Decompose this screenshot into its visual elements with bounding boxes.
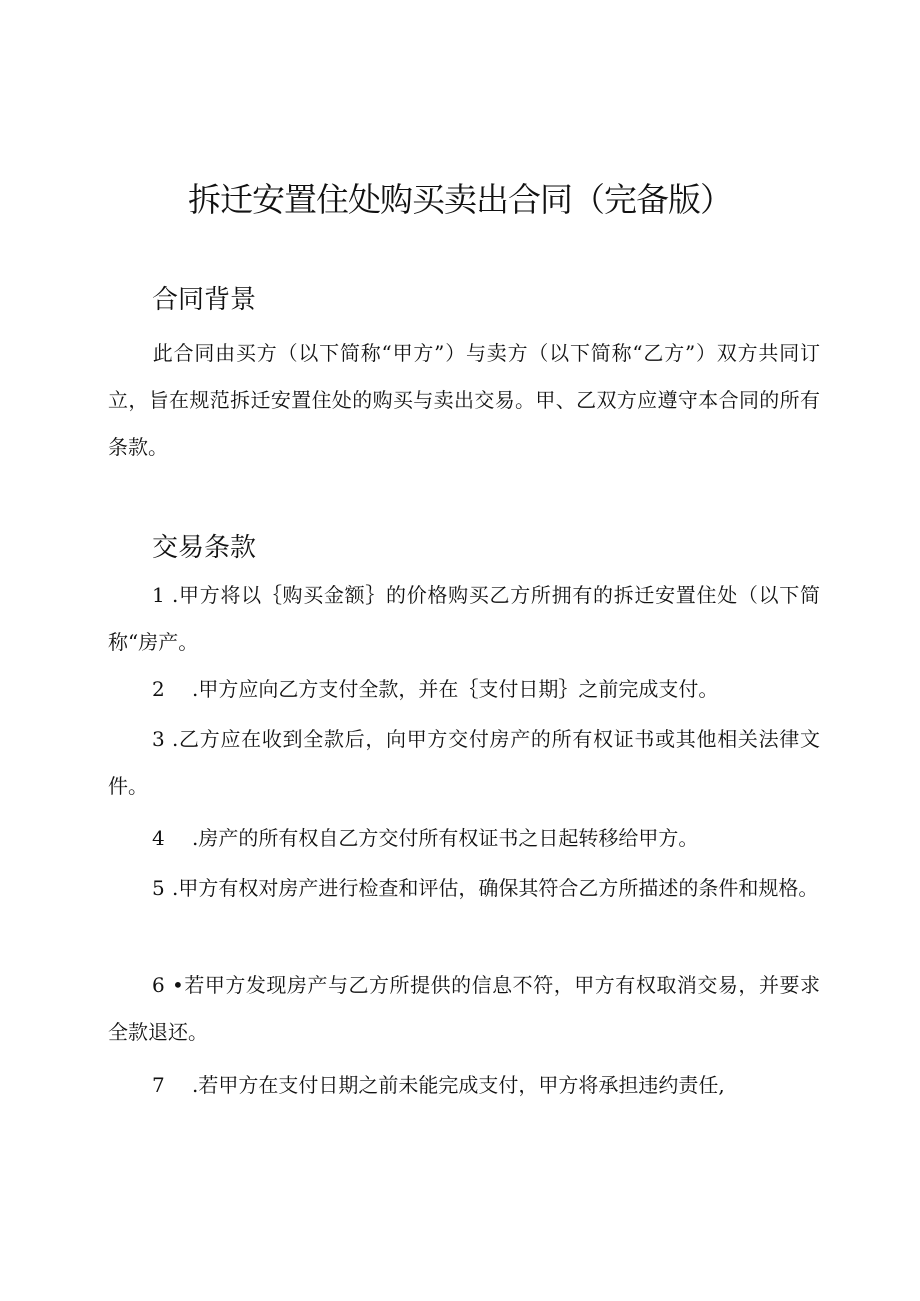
item-text: .乙方应在收到全款后，向甲方交付房产的所有权证书或其他相关法律文件。 [108, 727, 820, 798]
item-number: 6 [152, 973, 165, 997]
item-number: 1 [152, 583, 165, 607]
list-item [108, 716, 820, 810]
item-number: 3 [152, 727, 165, 751]
item-text: .甲方应向乙方支付全款，并在｛支付日期｝之前完成支付。 [192, 677, 719, 701]
background-paragraph-text: 此合同由买方（以下简称“甲方”）与卖方（以下简称“乙方”）双方共同订立，旨在规范拆迁安置住处的购买与卖出交易。甲、乙双方应遵守本合同的所有条款。 [108, 341, 820, 459]
background-paragraph [108, 330, 820, 471]
item-number: 5 [152, 876, 165, 900]
document-title: 拆迁安置住处购买卖出合同（完备版） [188, 180, 732, 219]
list-item [108, 815, 820, 862]
item-text: .房产的所有权自乙方交付所有权证书之日起转移给甲方。 [192, 826, 699, 850]
list-item [108, 865, 820, 912]
item-number: 7 [152, 1073, 165, 1097]
list-item [108, 1062, 820, 1109]
item-number: 2 [152, 677, 165, 701]
list-item [108, 572, 820, 666]
list-item [108, 666, 820, 713]
list-item [108, 962, 820, 1056]
item-number: 4 [152, 826, 165, 850]
item-text: .甲方将以｛购买金额｝的价格购买乙方所拥有的拆迁安置住处（以下简称“房产。 [108, 583, 820, 654]
section-heading-terms: 交易条款 [152, 533, 257, 563]
item-text: .若甲方在支付日期之前未能完成支付，甲方将承担违约责任, [192, 1073, 725, 1097]
item-text: .甲方有权对房产进行检查和评估，确保其符合乙方所描述的条件和规格。 [172, 876, 819, 900]
section-heading-background: 合同背景 [152, 285, 257, 315]
item-text: •若甲方发现房产与乙方所提供的信息不符，甲方有权取消交易，并要求全款退还。 [108, 973, 820, 1044]
